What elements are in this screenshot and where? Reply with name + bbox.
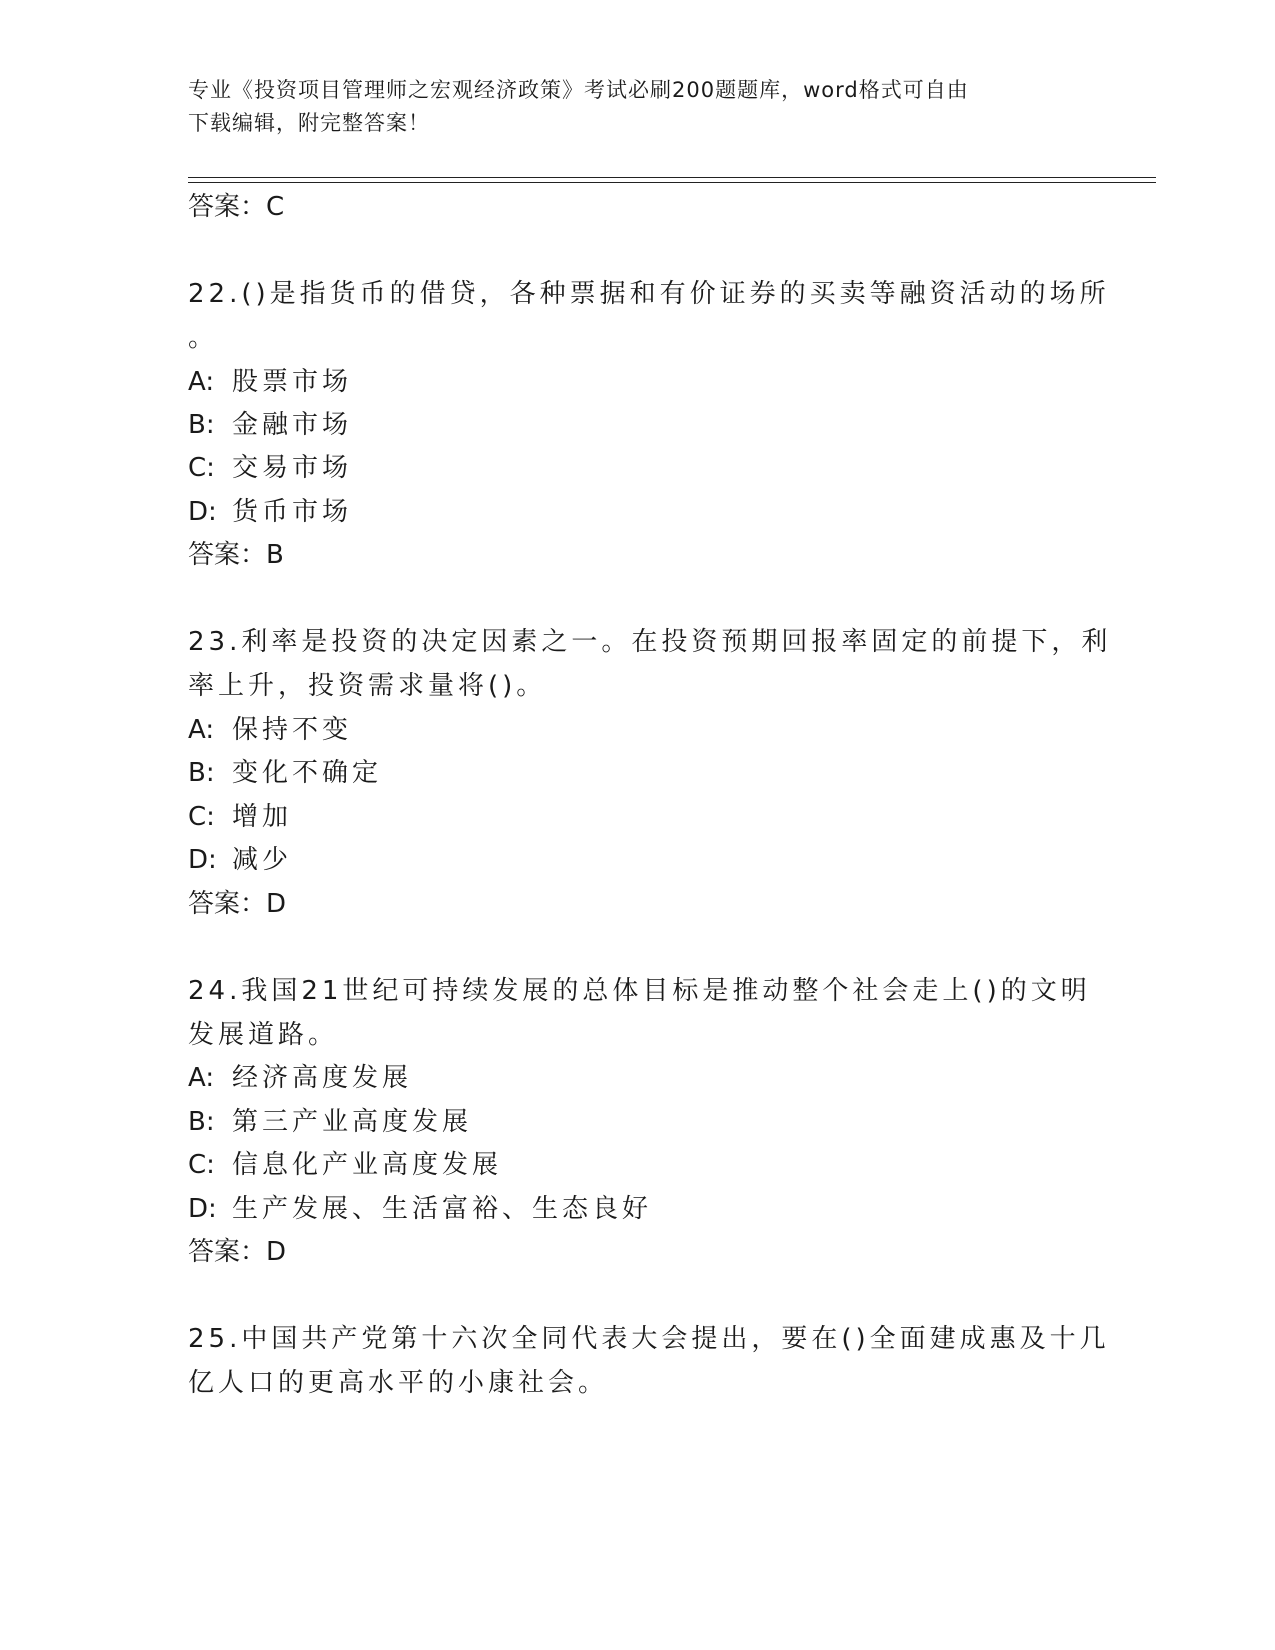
option-text: 保持不变	[232, 715, 353, 745]
previous-answer: 答案：C	[188, 192, 285, 222]
option-letter: A:	[188, 1063, 215, 1093]
question-text-line: 24.我国21世纪可持续发展的总体目标是推动整个社会走上()的文明	[188, 976, 1091, 1006]
answer: 答案：D	[188, 1237, 287, 1267]
option-b	[188, 408, 352, 442]
option-b	[188, 756, 382, 790]
option-text: 金融市场	[232, 410, 353, 440]
option-d	[188, 1192, 652, 1226]
option-d	[188, 495, 352, 529]
option-letter: D:	[188, 1194, 217, 1224]
option-text: 生产发展、生活富裕、生态良好	[232, 1194, 653, 1224]
option-letter: D:	[188, 497, 217, 527]
answer: 答案：B	[188, 540, 284, 570]
question-text-line: 亿人口的更高水平的小康社会。	[188, 1368, 609, 1398]
header-divider-top	[188, 177, 1156, 178]
option-c	[188, 800, 292, 834]
option-text: 货币市场	[232, 497, 353, 527]
option-d	[188, 843, 292, 877]
option-letter: C:	[188, 453, 215, 483]
option-letter: B:	[188, 410, 215, 440]
question-text-line: 22.()是指货币的借贷，各种票据和有价证券的买卖等融资活动的场所	[188, 279, 1110, 309]
option-text: 第三产业高度发展	[232, 1107, 473, 1137]
question-text-line: 23.利率是投资的决定因素之一。在投资预期回报率固定的前提下，利	[188, 627, 1112, 657]
option-text: 变化不确定	[232, 758, 383, 788]
option-letter: B:	[188, 1107, 215, 1137]
option-c	[188, 451, 352, 485]
option-letter: A:	[188, 367, 215, 397]
option-letter: B:	[188, 758, 215, 788]
option-c	[188, 1148, 502, 1182]
option-text: 增加	[232, 802, 293, 832]
header-line-2: 下载编辑，附完整答案！	[188, 111, 430, 135]
question-text-line: 率上升，投资需求量将()。	[188, 671, 547, 701]
option-text: 经济高度发展	[232, 1063, 413, 1093]
question-text-line: 25.中国共产党第十六次全同代表大会提出，要在()全面建成惠及十几	[188, 1324, 1110, 1354]
option-letter: C:	[188, 802, 215, 832]
option-text: 减少	[232, 845, 293, 875]
question-text-line: 发展道路。	[188, 1020, 339, 1050]
answer: 答案：D	[188, 889, 287, 919]
document-header	[188, 74, 1088, 140]
option-text: 股票市场	[232, 367, 353, 397]
option-letter: C:	[188, 1150, 215, 1180]
header-divider-bottom	[188, 182, 1156, 183]
option-text: 交易市场	[232, 453, 353, 483]
option-a	[188, 713, 352, 747]
option-letter: A:	[188, 715, 215, 745]
option-a	[188, 1061, 412, 1095]
option-a	[188, 365, 352, 399]
header-line-1: 专业《投资项目管理师之宏观经济政策》考试必刷200题题库，word格式可自由	[188, 78, 969, 102]
option-text: 信息化产业高度发展	[232, 1150, 503, 1180]
option-b	[188, 1105, 472, 1139]
option-letter: D:	[188, 845, 217, 875]
question-text-line: 。	[188, 323, 219, 353]
